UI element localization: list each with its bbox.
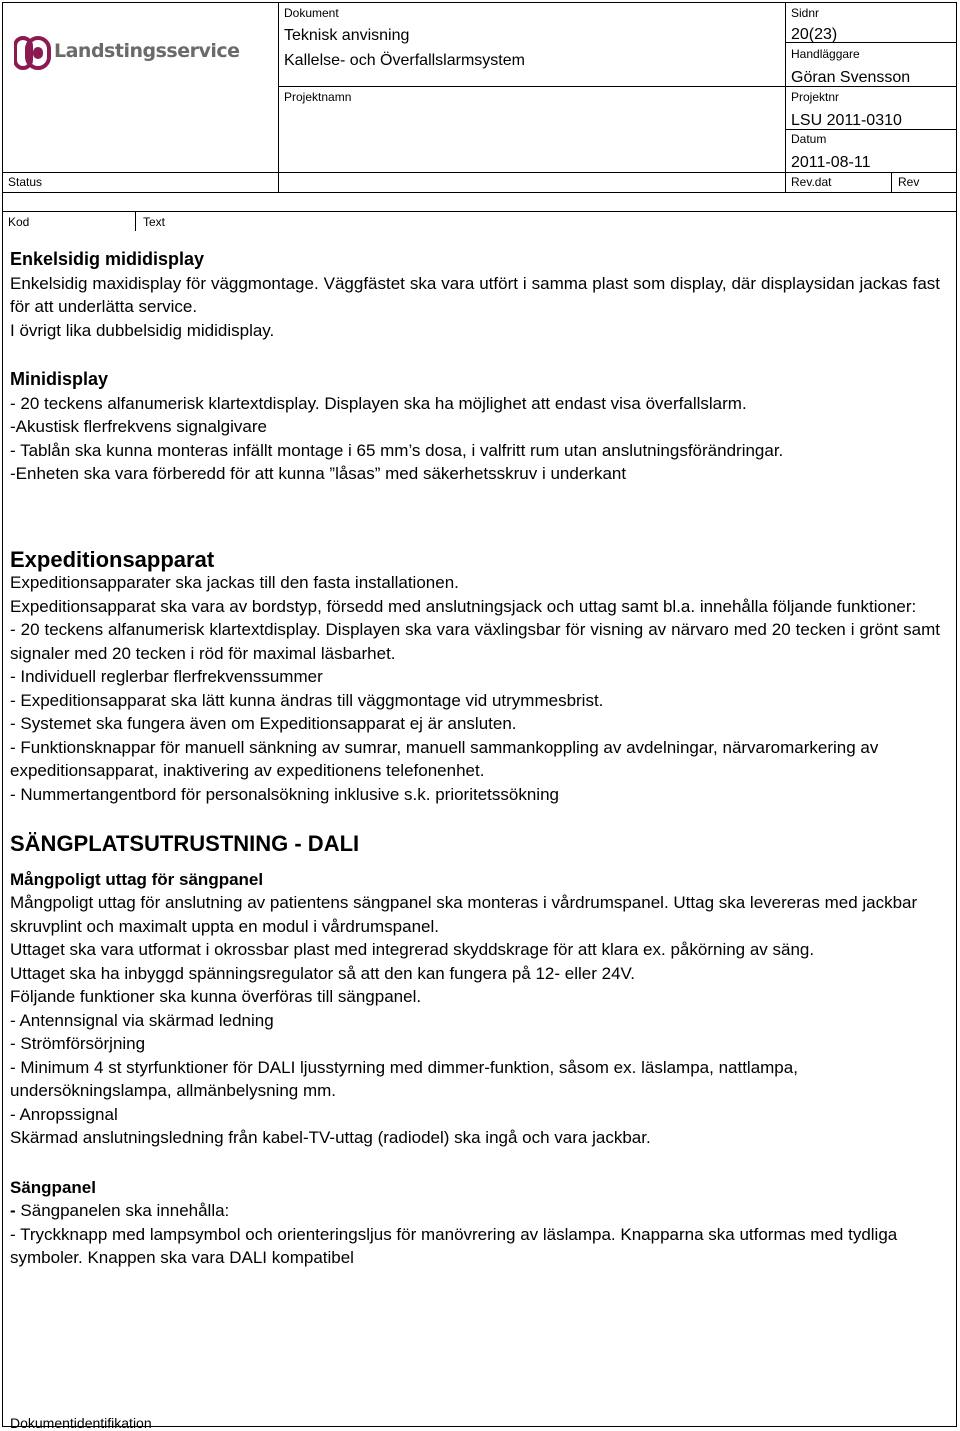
header-line-status	[2, 172, 957, 173]
header-divider-rev	[891, 172, 892, 192]
handlaggare-label: Handläggare	[791, 47, 860, 61]
dokument-value-line2: Kallelse- och Överfallslarmsystem	[284, 52, 525, 69]
heading-minidisplay: Minidisplay	[10, 369, 109, 389]
heading-mangpoligt-uttag: Mångpoligt uttag för sängpanel	[10, 869, 264, 889]
sangpanel-line-1: - Tryckknapp med lampsymbol och orienteringsljus för manövrering av läslampa. Knapparna ska utformas med tydliga symboler. Knappen ska vara DALI kompatibel	[10, 1224, 898, 1267]
expedition-line-7: - Funktionsknappar för manuell sänkning av sumrar, manuell sammankoppling av avdelningar, närvaromarkering av expeditionsapparat, inaktivering av expeditionens telefonenhet.	[10, 737, 879, 780]
minidisplay-line-4: -Enheten ska vara förberedd för att kunna ”låsas” med säkerhetsskruv i underkant	[10, 464, 627, 483]
uttag-line-3: Uttaget ska ha inbyggd spänningsregulator så att den kan fungera på 12- eller 24V.	[10, 963, 636, 983]
expedition-line-6: - Systemet ska fungera även om Expeditionsapparat ej är ansluten.	[10, 714, 517, 733]
uttag-line-4: Följande funktioner ska kunna överföras till sängpanel.	[10, 987, 422, 1006]
enkelsidig-line-2: I övrigt lika dubbelsidig mididisplay.	[10, 320, 275, 340]
revdat-label: Rev.dat	[791, 175, 832, 189]
sangpanel-intro-text: Sängpanelen ska innehålla:	[15, 1201, 230, 1220]
heading-expeditionsapparat: Expeditionsapparat	[10, 546, 215, 572]
expedition-line-4: - Individuell reglerbar flerfrekvenssummer	[10, 667, 323, 686]
expedition-line-2: Expeditionsapparat ska vara av bordstyp, försedd med anslutningsjack och uttag samt bl.a. innehålla följande funktioner:	[10, 596, 917, 616]
dokumentidentifikation-label: Dokumentidentifikation	[10, 1415, 152, 1431]
sangpanel-intro	[10, 1199, 940, 1223]
enkelsidig-line-1: Enkelsidig maxidisplay för väggmontage. Väggfästet ska vara utfört i samma plast som display, där displaysidan jackas fast för att underlätta service.	[10, 273, 940, 316]
uttag-line-6: - Strömförsörjning	[10, 1034, 146, 1053]
dokument-value-line1: Teknisk anvisning	[284, 27, 410, 44]
projektnr-value: LSU 2011-0310	[791, 112, 902, 129]
header-divider-logo	[278, 2, 279, 192]
dokument-label: Dokument	[284, 6, 339, 20]
header-divider-right	[785, 2, 786, 192]
uttag-line-5: - Antennsignal via skärmad ledning	[10, 1010, 274, 1030]
heading-enkelsidig: Enkelsidig mididisplay	[10, 249, 205, 269]
minidisplay-line-2: -Akustisk flerfrekvens signalgivare	[10, 417, 267, 436]
status-label: Status	[8, 175, 43, 189]
uttag-line-8: - Anropssignal	[10, 1104, 118, 1124]
logo-text: Landstingsservice	[54, 40, 240, 62]
header-line-dokument	[278, 86, 785, 87]
kod-label: Kod	[8, 215, 30, 229]
expedition-line-5: - Expeditionsapparat ska lätt kunna ändras till väggmontage vid utrymmesbrist.	[10, 690, 604, 710]
minidisplay-line-1: - 20 teckens alfanumerisk klartextdisplay. Displayen ska ha möjlighet att endast visa överfallslarm.	[10, 393, 747, 413]
kod-divider	[135, 211, 136, 231]
datum-label: Datum	[791, 132, 827, 146]
kod-line	[2, 211, 957, 212]
datum-value: 2011-08-11	[791, 154, 871, 171]
heading-sangpanel: Sängpanel	[10, 1177, 96, 1197]
header-line-bottom	[2, 192, 957, 193]
logo-emblem-icon	[14, 34, 52, 72]
sidnr-label: Sidnr	[791, 6, 820, 20]
projektnamn-label: Projektnamn	[284, 90, 352, 104]
projektnr-label: Projektnr	[791, 90, 840, 104]
sidnr-value: 20(23)	[791, 26, 838, 43]
heading-sangplatsutrustning: SÄNGPLATSUTRUSTNING - DALI	[10, 831, 360, 856]
expedition-line-1: Expeditionsapparater ska jackas till den fasta installationen.	[10, 573, 459, 592]
handlaggare-value: Göran Svensson	[791, 69, 911, 86]
landstingsservice-logo	[14, 34, 240, 74]
text-label: Text	[143, 215, 166, 229]
rev-label: Rev	[898, 175, 920, 189]
minidisplay-line-3: - Tablån ska kunna monteras infällt montage i 65 mm’s dosa, i valfritt rum utan anslutningsförändringar.	[10, 440, 784, 460]
document-body	[10, 248, 940, 1270]
uttag-line-7: - Minimum 4 st styrfunktioner för DALI ljusstyrning med dimmer-funktion, såsom ex. läslampa, nattlampa, undersökningslampa, allmänbelysning mm.	[10, 1057, 798, 1100]
expedition-line-8: - Nummertangentbord för personalsökning inklusive s.k. prioritetssökning	[10, 784, 559, 804]
sangpanel-intro-dash: -	[10, 1201, 16, 1220]
uttag-line-2: Uttaget ska vara utformat i okrossbar plast med integrerad skyddskrage för att klara ex. påkörning av säng.	[10, 940, 815, 959]
uttag-line-1: Mångpoligt uttag för anslutning av patientens sängpanel ska monteras i vårdrumspanel. Uttag ska levereras med jackbar skruvplint och maximalt uppta en modul i vårdrumspanel.	[10, 893, 918, 936]
uttag-line-9: Skärmad anslutningsledning från kabel-TV-uttag (radiodel) ska ingå och vara jackbar.	[10, 1128, 651, 1147]
expedition-line-3: - 20 teckens alfanumerisk klartextdisplay. Displayen ska vara växlingsbar för visning av närvaro med 20 tecken i grönt samt signaler med 20 tecken i röd för maximal läsbarhet.	[10, 620, 940, 663]
